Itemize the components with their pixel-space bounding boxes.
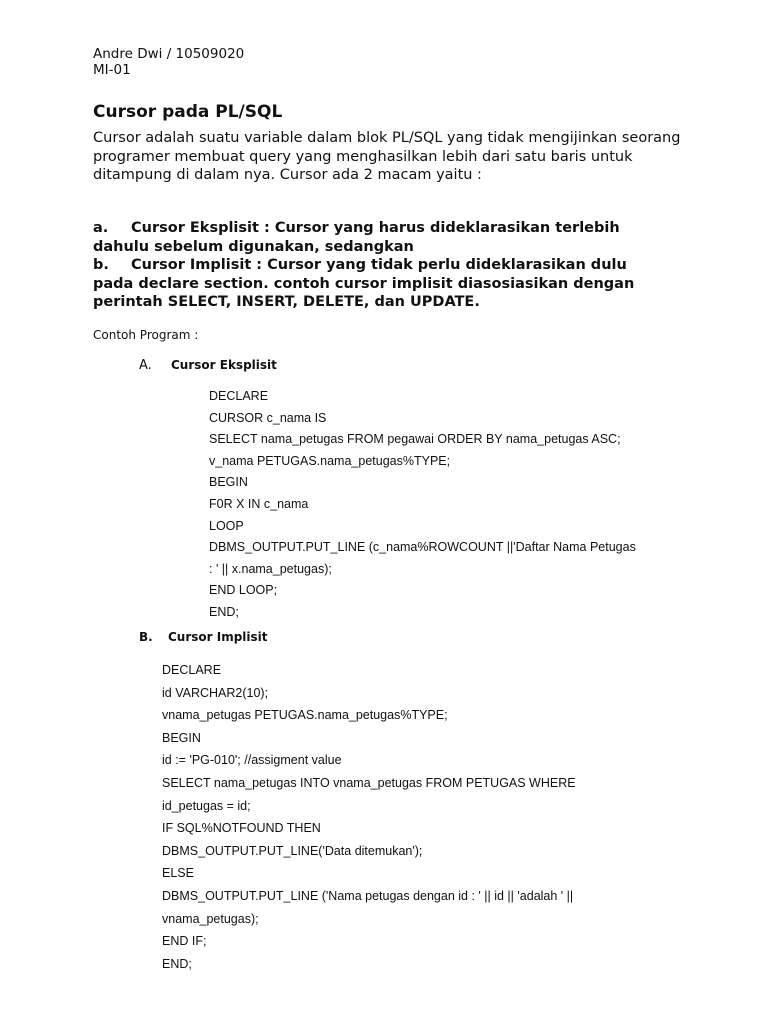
type-b-text-1: Cursor Implisit : Cursor yang tidak perlu dideklarasikan dulu (131, 257, 627, 273)
section-b-heading (139, 629, 268, 645)
code-line: ELSE (162, 866, 194, 881)
code-line: DBMS_OUTPUT.PUT_LINE ('Nama petugas dengan id : ' || id || 'adalah ' || (162, 888, 574, 903)
code-line: id VARCHAR2(10); (162, 685, 269, 700)
code-line: v_nama PETUGAS.nama_petugas%TYPE; (209, 453, 451, 468)
code-line: END IF; (162, 934, 207, 949)
type-a-line-1 (93, 219, 683, 238)
code-line: IF SQL%NOTFOUND THEN (162, 821, 321, 836)
author-block (93, 46, 244, 78)
type-b-text-3: perintah SELECT, INSERT, DELETE, dan UPDATE. (93, 294, 480, 310)
type-a-text-2: dahulu sebelum digunakan, sedangkan (93, 238, 414, 255)
code-line: SELECT nama_petugas INTO vnama_petugas FROM PETUGAS WHERE (162, 775, 576, 790)
code-line: CURSOR c_nama IS (209, 410, 327, 425)
code-line: DBMS_OUTPUT.PUT_LINE (c_nama%ROWCOUNT ||'Daftar Nama Petugas (209, 540, 636, 555)
code-line: id := 'PG-010'; //assigment value (162, 753, 342, 768)
cursor-types-list (93, 219, 683, 312)
code-block-implisit (162, 659, 576, 975)
section-a-label: Cursor Eksplisit (171, 358, 277, 372)
code-line: vnama_petugas PETUGAS.nama_petugas%TYPE; (162, 708, 448, 723)
code-line: BEGIN (209, 475, 248, 490)
type-b-marker: b. (93, 257, 109, 273)
contoh-program-label: Contoh Program : (93, 328, 199, 342)
code-line: vnama_petugas); (162, 911, 259, 926)
type-a-marker: a. (93, 220, 109, 236)
code-line: SELECT nama_petugas FROM pegawai ORDER BY nama_petugas ASC; (209, 432, 621, 447)
section-b-label: Cursor Implisit (168, 630, 268, 644)
section-a-heading (139, 357, 277, 374)
code-line: DBMS_OUTPUT.PUT_LINE('Data ditemukan'); (162, 843, 423, 858)
code-line: DECLARE (162, 663, 222, 677)
type-b-line-1 (93, 256, 683, 275)
code-line: END; (162, 956, 192, 971)
type-a-text-1: Cursor Eksplisit : Cursor yang harus dideklarasikan terlebih (131, 220, 620, 236)
code-line: : ' || x.nama_petugas); (209, 561, 332, 576)
code-line: id_petugas = id; (162, 798, 251, 813)
code-block-eksplisit (209, 386, 636, 624)
code-line: END LOOP; (209, 583, 278, 598)
code-line: LOOP (209, 518, 244, 533)
code-line: BEGIN (162, 730, 201, 745)
document-title: Cursor pada PL/SQL (93, 102, 283, 122)
author-class: MI-01 (93, 62, 131, 78)
section-b-marker: B. (139, 630, 153, 644)
intro-paragraph: Cursor adalah suatu variable dalam blok PL/SQL yang tidak mengijinkan seorang programer membuat query yang menghasilkan lebih dari satu baris untuk ditampung di dalam nya. Cursor ada 2 macam yaitu : (93, 130, 681, 183)
code-line: END; (209, 604, 239, 619)
author-name: Andre Dwi / 10509020 (93, 46, 245, 62)
code-line: F0R X IN c_nama (209, 496, 309, 511)
section-a-marker: A. (139, 358, 152, 373)
type-b-text-2: pada declare section. contoh cursor implisit diasosiasikan dengan (93, 275, 635, 292)
code-line: DECLARE (209, 389, 269, 403)
